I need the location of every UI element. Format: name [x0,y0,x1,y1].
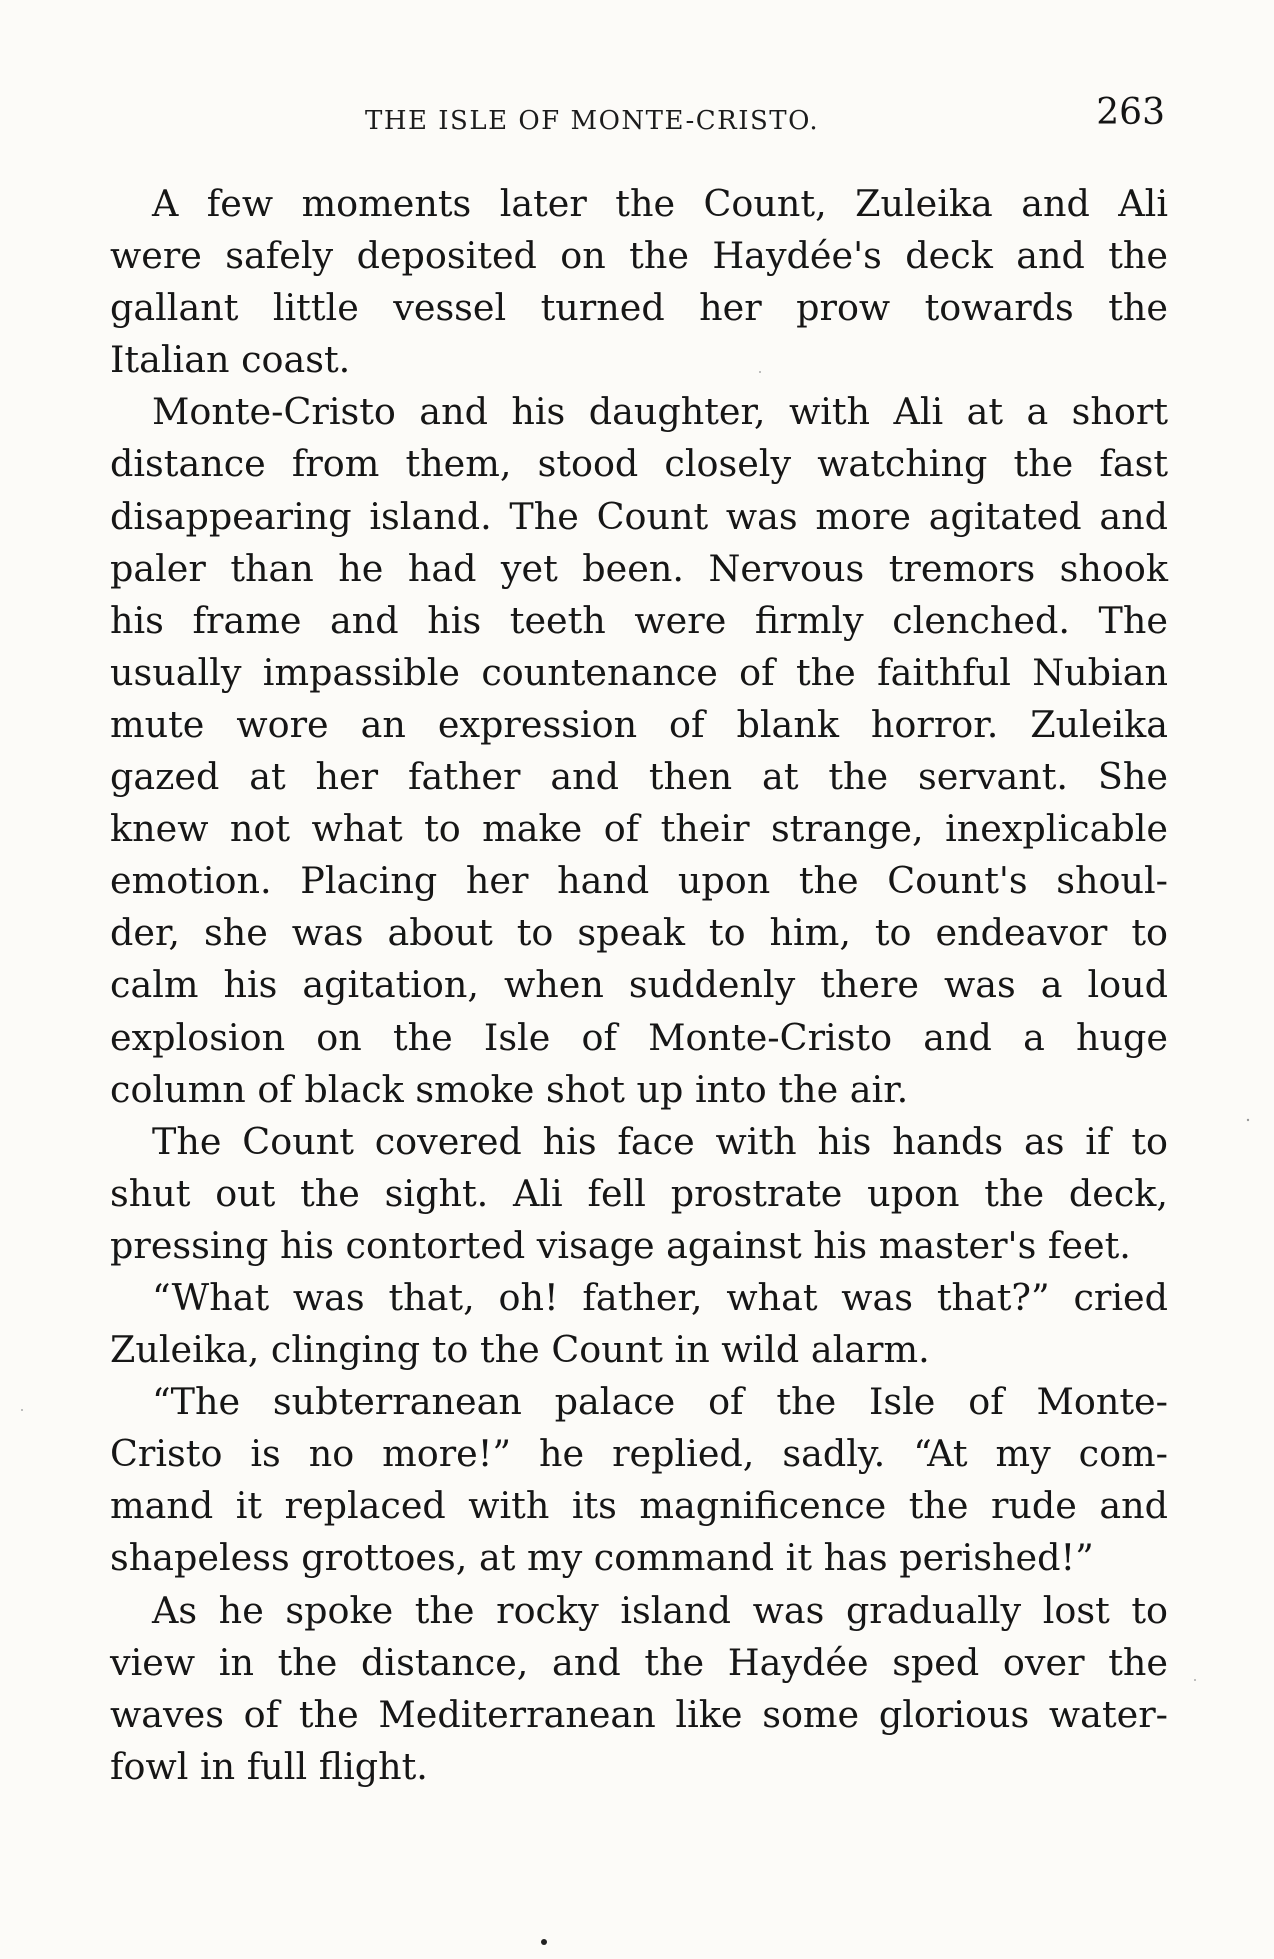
text-line: distance from them, stood closely watching the fast [110,442,1168,486]
running-head [110,92,1165,152]
text-line: Monte-Cristo and his daughter, with Ali at a short [152,390,1168,434]
text-line: mand it replaced with its magnificence the rude and [110,1484,1168,1528]
text-line: view in the distance, and the Haydée sped over the [110,1640,1168,1684]
paragraph [110,1116,1168,1272]
text-line: pressing his contorted visage against his master's feet. [110,1223,1131,1267]
page-number: 263 [1096,92,1165,133]
text-line: shut out the sight. Ali fell prostrate upon the deck, [110,1171,1168,1215]
text-line: emotion. Placing her hand upon the Count's shoul- [110,859,1168,903]
text-line: The Count covered his face with his hands as if to [152,1119,1168,1163]
ink-speck [21,1409,23,1411]
text-line: Italian coast. [110,338,351,382]
text-line: mute wore an expression of blank horror. Zuleika [110,702,1168,746]
text-line: As he spoke the rocky island was gradually lost to [152,1588,1168,1632]
text-line: “The subterranean palace of the Isle of Monte- [152,1380,1168,1424]
text-line: his frame and his teeth were firmly clenched. The [110,598,1168,642]
text-line: “What was that, oh! father, what was that?” cried [152,1275,1168,1319]
text-line: fowl in full flight. [110,1744,428,1788]
text-line: paler than he had yet been. Nervous tremors shook [110,546,1168,590]
running-head-title: THE ISLE OF MONTE-CRISTO. [365,106,820,136]
body-text [110,178,1168,1793]
paragraph [110,178,1168,386]
text-line: usually impassible countenance of the faithful Nubian [110,650,1168,694]
text-line: gallant little vessel turned her prow towards the [110,286,1168,330]
paragraph [110,1272,1168,1376]
ink-speck [541,1939,547,1945]
ink-speck [1247,1119,1249,1121]
paragraph [110,1585,1168,1793]
text-line: knew not what to make of their strange, inexplicable [110,807,1168,851]
text-line: der, she was about to speak to him, to endeavor to [110,911,1168,955]
paragraph [110,1376,1168,1584]
text-line: were safely deposited on the Haydée's deck and the [110,234,1168,278]
text-line: waves of the Mediterranean like some glorious water- [110,1692,1168,1736]
ink-speck [1194,1679,1196,1681]
text-line: gazed at her father and then at the servant. She [110,755,1168,799]
text-line: disappearing island. The Count was more agitated and [110,494,1168,538]
text-line: column of black smoke shot up into the air. [110,1067,909,1111]
text-line: Cristo is no more!” he replied, sadly. “At my com- [110,1432,1168,1476]
paragraph [110,386,1168,1115]
text-line: shapeless grottoes, at my command it has perished!” [110,1536,1094,1580]
text-line: explosion on the Isle of Monte-Cristo and a huge [110,1015,1168,1059]
text-line: calm his agitation, when suddenly there was a loud [110,963,1168,1007]
text-line: Zuleika, clinging to the Count in wild alarm. [110,1328,930,1372]
text-line: A few moments later the Count, Zuleika and Ali [152,182,1168,225]
